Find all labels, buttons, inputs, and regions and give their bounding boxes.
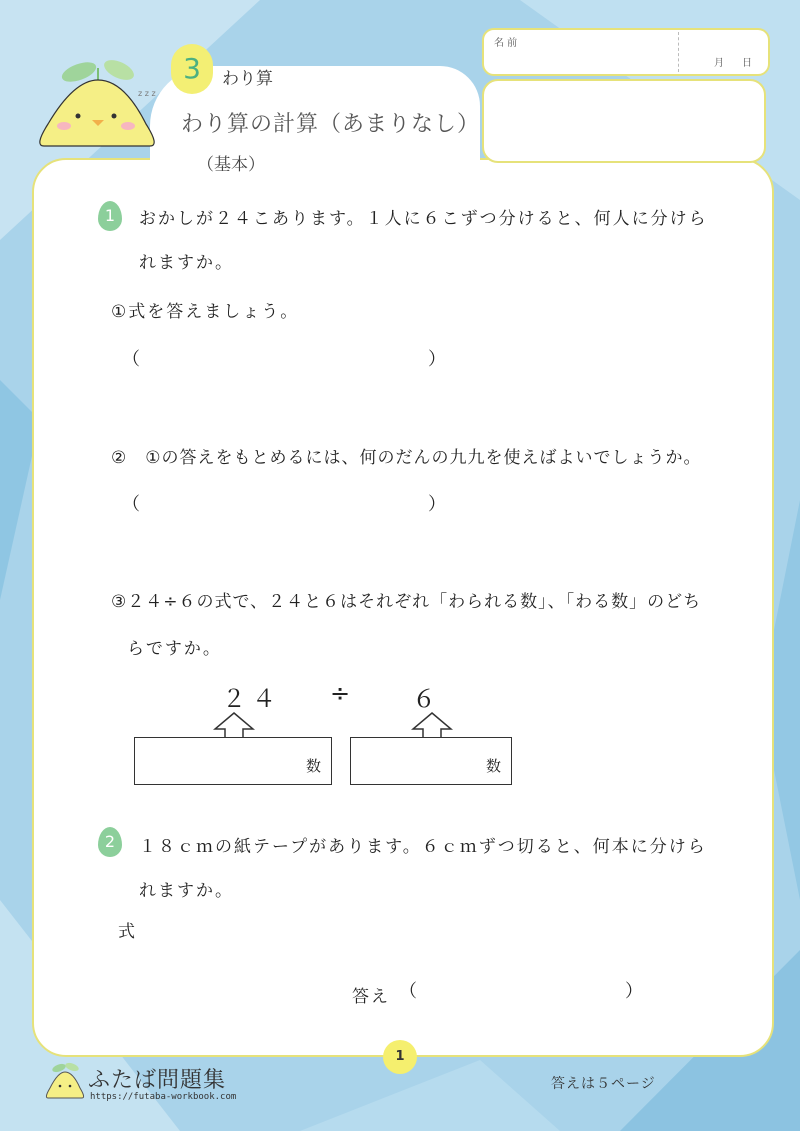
sprout-mascot-icon (34, 54, 164, 154)
question-1-sub1: ①式を答えましょう。 (111, 302, 300, 322)
month-label: 月 (714, 58, 724, 69)
expression-dividend: ２４ (222, 685, 282, 713)
shiki-field[interactable] (140, 915, 700, 965)
answer-2-paren-open: （ (122, 494, 140, 515)
answer-1-paren-open: （ (122, 349, 140, 370)
answer-3-paren-close: ） (625, 981, 643, 1002)
brand-url[interactable]: https://futaba-workbook.com (90, 1092, 237, 1102)
page-subtitle: （基本） (197, 155, 265, 175)
dividend-box-suffix: 数 (305, 757, 321, 775)
question-2-text-line2: れますか。 (139, 881, 234, 901)
shiki-label: 式 (118, 922, 137, 942)
svg-text:z z z: z z z (138, 89, 156, 98)
question-2-text-line1: １８ｃｍの紙テープがあります。６ｃｍずつ切ると、何本に分けら (139, 837, 707, 857)
answer-2-field[interactable] (145, 490, 425, 516)
answer-1-paren-close: ） (428, 349, 446, 370)
name-divider (678, 32, 679, 72)
expression-divisor: ６ (412, 685, 442, 713)
answer-page-reference: 答えは５ページ (551, 1076, 656, 1092)
answer-label: 答え (352, 987, 390, 1007)
question-1-text-line2: れますか。 (139, 253, 234, 273)
divisor-box-suffix: 数 (485, 757, 501, 775)
question-1-badge: 1 (98, 201, 122, 231)
expression-operator: ÷ (330, 679, 357, 707)
sprout-logo-icon (44, 1060, 86, 1100)
day-label: 日 (742, 58, 752, 69)
answer-2-paren-close: ） (428, 494, 446, 515)
question-1-sub3-line1: ③２４÷６の式で、２４と６はそれぞれ「わられる数」、「わる数」のどち (111, 592, 702, 612)
up-arrow-icon (213, 712, 255, 740)
dividend-answer-box[interactable] (134, 737, 332, 785)
answer-1-field[interactable] (145, 345, 425, 371)
page-title: わり算の計算（あまりなし） (181, 112, 481, 137)
unit-number-badge: 3 (171, 44, 213, 94)
divisor-answer-box[interactable] (350, 737, 512, 785)
page-number-badge: 1 (383, 1040, 417, 1074)
brand-name: ふたば問題集 (88, 1068, 227, 1093)
unit-name: わり算 (222, 69, 273, 89)
question-1-sub3-line2: らですか。 (127, 639, 222, 659)
question-2-badge: 2 (98, 827, 122, 857)
answer-3-paren-open: （ (399, 981, 417, 1002)
up-arrow-icon (411, 712, 453, 740)
name-field[interactable] (482, 28, 770, 76)
score-field[interactable] (482, 79, 766, 163)
question-1-sub2: ② ①の答えをもとめるには、何のだんの九九を使えばよいでしょうか。 (111, 448, 702, 468)
name-label: 名 前 (494, 38, 518, 49)
answer-3-field[interactable] (420, 977, 620, 1003)
question-1-text-line1: おかしが２４こあります。１人に６こずつ分けると、何人に分けら (139, 209, 708, 229)
